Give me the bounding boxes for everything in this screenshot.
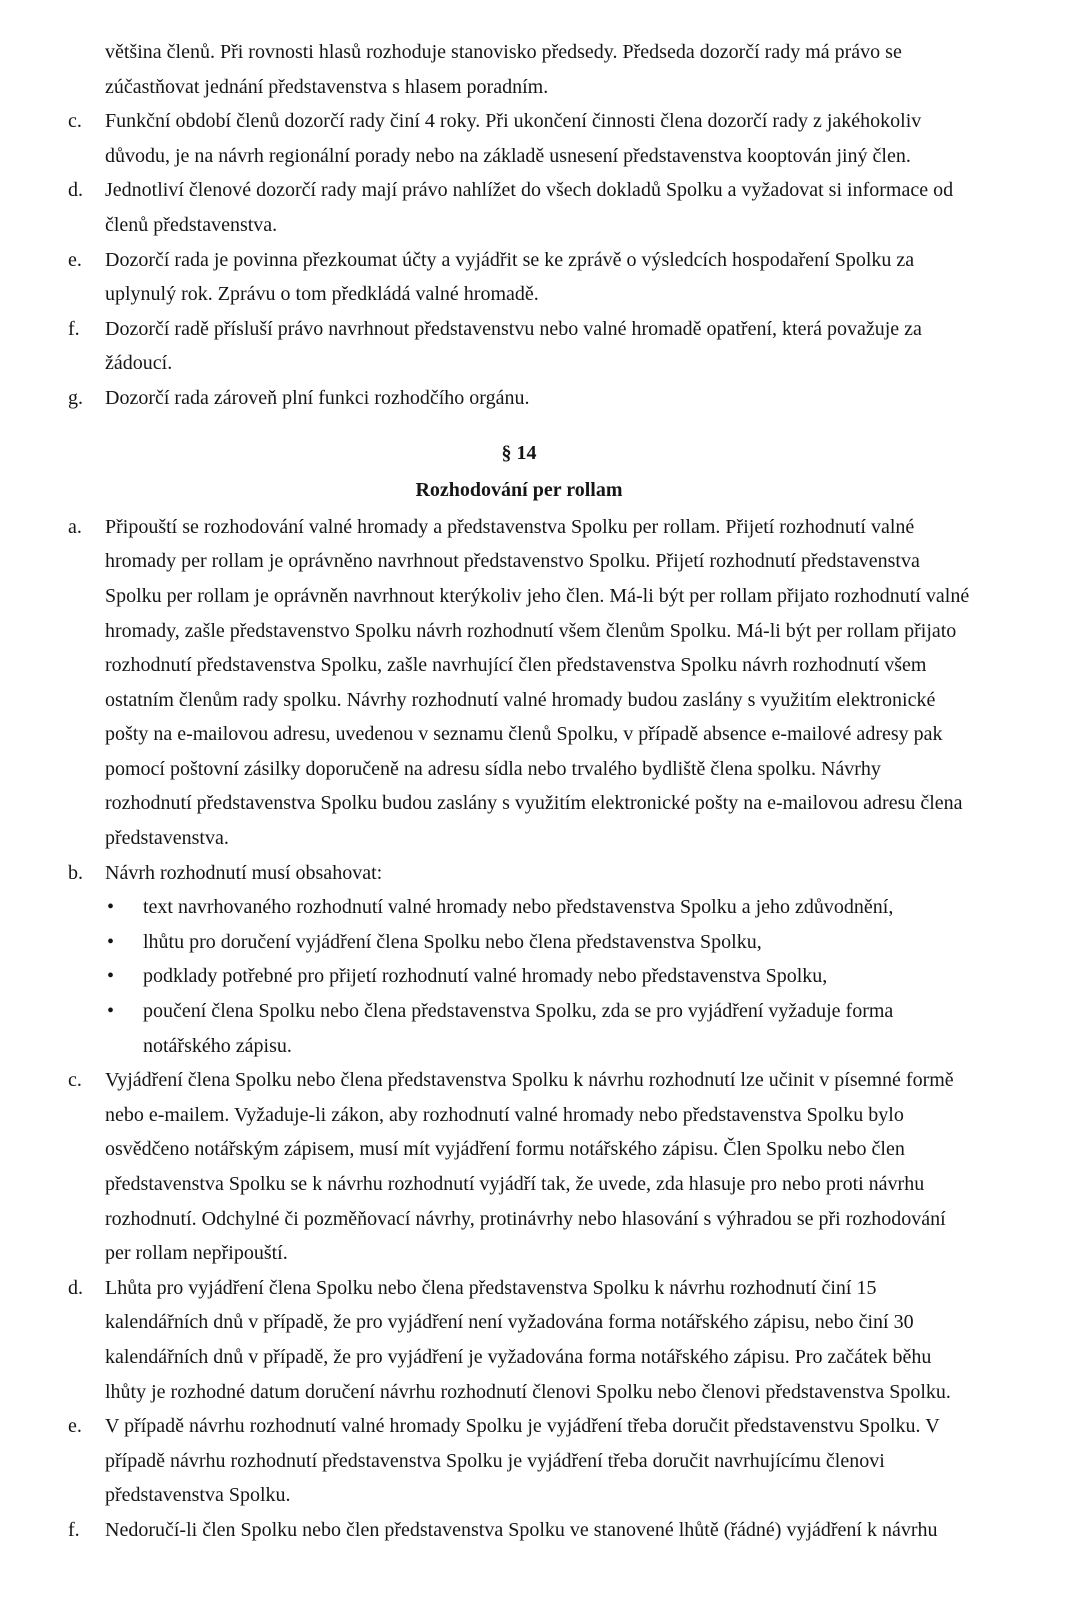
list-item-letter: a. [68, 515, 82, 538]
bullet-icon: • [107, 965, 115, 988]
list-item [68, 173, 970, 242]
list-item-text: Dozorčí rada je povinna přezkoumat účty a vyjádřit se ke zprávě o výsledcích hospodaření Spolku za uplynulý rok. Zprávu o tom předkládá valné hromadě. [105, 248, 915, 306]
bullet-item-text: poučení člena Spolku nebo člena představenstva Spolku, zda se pro vyjádření vyžaduje forma notářského zápisu. [143, 1000, 894, 1057]
bullet-icon: • [107, 1000, 115, 1023]
bullet-item [105, 959, 970, 994]
list-item [68, 1409, 970, 1513]
list-item [68, 1271, 970, 1409]
list-item-text: Lhůta pro vyjádření člena Spolku nebo člena představenstva Spolku k návrhu rozhodnutí činí 15 kalendářních dnů v případě, že pro vyjádření není vyžadována forma notářského zápisu, nebo činí 30 kalendářních dnů v případě, že pro vyjádření je vyžadována forma notářského zápisu. Pro začátek běhu lhůty je rozhodné datum doručení návrhu rozhodnutí členovi Spolku nebo členovi představenstva Spolku. [105, 1276, 951, 1403]
list-item [68, 1513, 970, 1548]
bullet-item-text: text navrhovaného rozhodnutí valné hromady nebo představenstva Spolku a jeho zdůvodnění, [143, 896, 894, 919]
list-item-letter: f. [68, 1518, 80, 1541]
list-item-text: Vyjádření člena Spolku nebo člena představenstva Spolku k návrhu rozhodnutí lze učinit v písemné formě nebo e-mailem. Vyžaduje-li zákon, aby rozhodnutí valné hromady nebo představenstva Spolku bylo osvědčeno notářským zápisem, musí mít vyjádření formu notářského zápisu. Člen Spolku nebo člen představenstva Spolku se k návrhu rozhodnutí vyjádří tak, že uvede, zda hlasuje pro nebo proti návrhu rozhodnutí. Odchylné či pozměňovací návrhy, protinávrhy nebo hlasování s výhradou se při rozhodování per rollam nepřipouští. [105, 1069, 954, 1265]
bullet-item [105, 890, 970, 925]
list-item [68, 312, 970, 381]
list-item-letter: f. [68, 317, 80, 340]
bullet-icon: • [107, 930, 115, 953]
bullet-icon: • [107, 896, 115, 919]
paragraph-continuation: většina členů. Při rovnosti hlasů rozhoduje stanovisko předsedy. Předseda dozorčí rady má právo se zúčastňovat jednání představenstva s hlasem poradním. [105, 41, 902, 98]
list-item-body [105, 856, 970, 1064]
bullet-item-text: podklady potřebné pro přijetí rozhodnutí valné hromady nebo představenstva Spolku, [143, 965, 828, 988]
list-item-text: Nedoručí-li člen Spolku nebo člen představenstva Spolku ve stanovené lhůtě (řádné) vyjádření k návrhu [105, 1518, 938, 1541]
list-item-text: Dozorčí radě přísluší právo navrhnout představenstvu nebo valné hromadě opatření, která považuje za žádoucí. [105, 317, 922, 375]
list-item [68, 381, 970, 416]
list-item-letter: c. [68, 110, 82, 133]
list-item-letter: d. [68, 179, 83, 202]
list-item [68, 856, 970, 1064]
bullet-item [105, 925, 970, 960]
bullet-item [105, 994, 970, 1063]
list-item-text: Připouští se rozhodování valné hromady a představenstva Spolku per rollam. Přijetí rozhodnutí valné hromady per rollam je oprávněno navrhnout představenstvo Spolku. Přijetí rozhodnutí představenstva Spolku per rollam je oprávněn navrhnout kterýkoliv jeho člen. Má-li být per rollam přijato rozhodnutí valné hromady, zašle představenstvo Spolku návrh rozhodnutí všem členům Spolku. Má-li být per rollam přijato rozhodnutí představenstva Spolku, zašle navrhující člen představenstva Spolku návrh rozhodnutí všem ostatním členům rady spolku. Návrhy rozhodnutí valné hromady budou zaslány s využitím elektronické pošty na e-mailovou adresu, uvedenou v seznamu členů Spolku, v případě absence e-mailové adresy pak pomocí poštovní zásilky doporučeně na adresu sídla nebo trvalého bydliště člena spolku. Návrhy rozhodnutí představenstva Spolku budou zaslány s využitím elektronické pošty na e-mailovou adresu člena představenstva. [105, 515, 970, 850]
list-item-letter: d. [68, 1276, 83, 1299]
section-title: Rozhodování per rollam [415, 479, 623, 502]
list-item-letter: g. [68, 386, 83, 409]
list-item-text: Dozorčí rada zároveň plní funkci rozhodčího orgánu. [105, 386, 530, 409]
list-item-text: Funkční období členů dozorčí rady činí 4 roky. Při ukončení činnosti člena dozorčí rady z jakéhokoliv důvodu, je na návrh regionální porady nebo na základě usnesení představenstva kooptován jiný člen. [105, 110, 922, 167]
list-item-text: Jednotliví členové dozorčí rady mají právo nahlížet do všech dokladů Spolku a vyžadovat si informace od členů představenstva. [105, 179, 954, 236]
section-number: § 14 [501, 441, 537, 464]
list-item-letter: b. [68, 861, 83, 884]
list-item [68, 510, 970, 856]
bullet-item-text: lhůtu pro doručení vyjádření člena Spolku nebo člena představenstva Spolku, [143, 930, 762, 953]
list-item-letter: e. [68, 1415, 82, 1438]
list-item [68, 1063, 970, 1271]
list-item [68, 243, 970, 312]
list-item-text: V případě návrhu rozhodnutí valné hromady Spolku je vyjádření třeba doručit představenstvu Spolku. V případě návrhu rozhodnutí představenstva Spolku je vyjádření třeba doručit navrhujícímu členovi představenstva Spolku. [105, 1415, 940, 1507]
list-item-text: Návrh rozhodnutí musí obsahovat: [105, 861, 383, 884]
list-item-letter: e. [68, 248, 82, 271]
bullet-list [105, 890, 970, 1063]
list-item [68, 104, 970, 173]
list-item-letter: c. [68, 1069, 82, 1092]
